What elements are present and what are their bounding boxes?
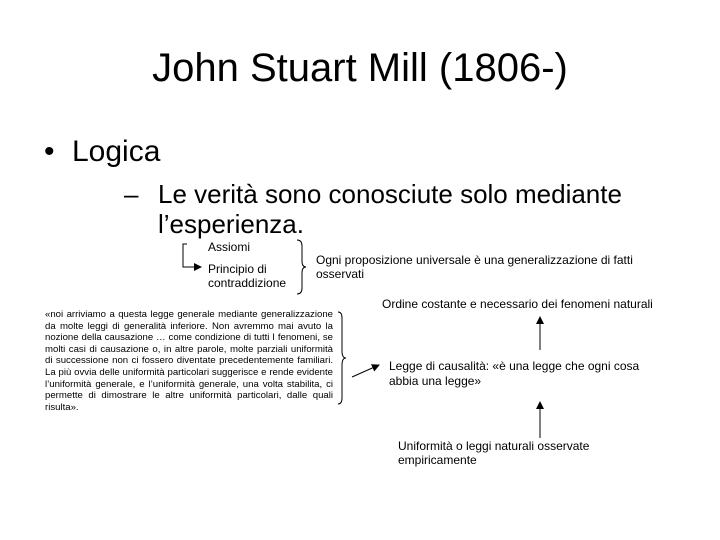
proposizione-line-1: Ogni proposizione universale è una generalizzazione di fatti [316, 253, 633, 267]
causalita-line-1: Legge di causalità: «è una legge che ogni cosa [389, 359, 640, 373]
principio-label-line-1: Principio di [208, 262, 267, 276]
ordine-label: Ordine costante e necessario dei fenomeni naturali [382, 297, 653, 311]
principio-label-line-2: contraddizione [208, 276, 287, 290]
bullet-dot: • [44, 135, 55, 168]
slide-title: John Stuart Mill (1806-) [152, 46, 568, 90]
mill-quote: «noi arriviamo a questa legge generale mediante generalizzazione da molte leggi di generalità inferiore. Non avremmo mai avuto la nozione della causazione … come condizione di tutti I fenomeni, se molti casi di causazione o, in altre parole, molte parziali uniformità di successione non ci fossero diventate precedentemente familiari. La più ovvia delle uniformità particolari suggerisce e rende evidente l’uniformità generale, e l’uniformità generale, una volta stabilita, ci permette di dimostrare le altre uniformità particolari, dalle quali risulta». [45, 309, 333, 413]
proposizione-line-2: osservati [316, 267, 365, 281]
causalita-line-2: abbia una legge» [389, 374, 482, 388]
bullet-logica: Logica [72, 135, 161, 168]
assiomi-to-principio-connector [183, 244, 201, 267]
sub-bullet-line-1: Le verità sono conosciute solo mediante [158, 179, 622, 209]
sub-bullet-dash: – [124, 179, 139, 209]
sub-bullet-line-2: l’esperienza. [158, 209, 304, 239]
assiomi-label: Assiomi [208, 240, 251, 254]
quote-bracket [338, 312, 346, 404]
right-bracket [297, 240, 306, 294]
uniformita-line-2: empiricamente [398, 453, 477, 467]
arrow-to-causalita [352, 365, 379, 377]
uniformita-line-1: Uniformità o leggi naturali osservate [398, 439, 590, 453]
